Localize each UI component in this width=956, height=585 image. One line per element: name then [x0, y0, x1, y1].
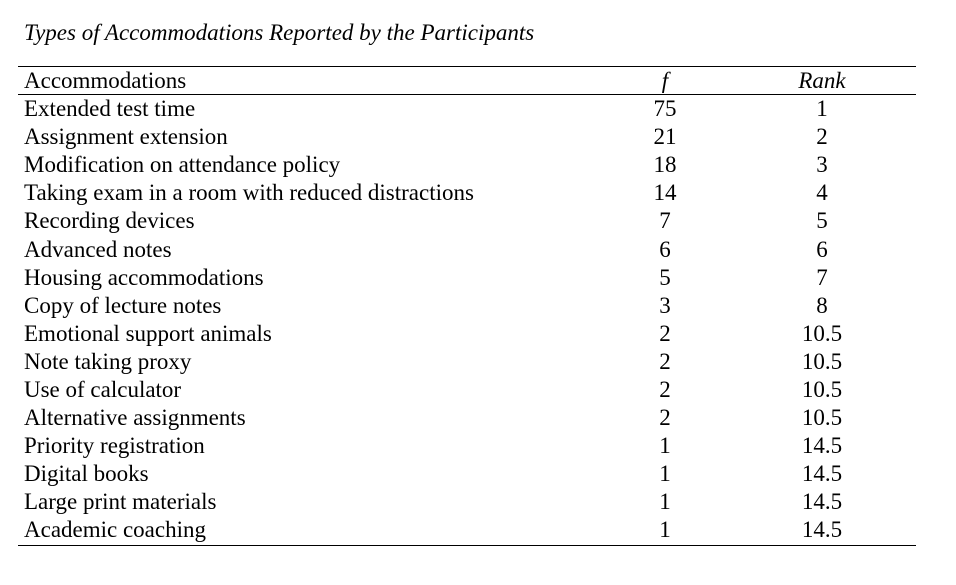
table-row	[18, 432, 916, 460]
frequency-value: 21	[653, 124, 677, 150]
accommodations-table	[18, 66, 916, 546]
accommodations-table-container	[18, 66, 916, 546]
table-row	[18, 207, 916, 235]
rank-value: 2	[816, 124, 828, 150]
accommodation-name: Emotional support animals	[24, 320, 272, 346]
accommodation-name: Alternative assignments	[24, 405, 246, 431]
rank-value: 10.5	[801, 348, 843, 374]
frequency-value: 14	[653, 180, 677, 206]
table-row	[18, 488, 916, 516]
accommodation-name: Taking exam in a room with reduced distractions	[24, 180, 474, 206]
header-frequency: f	[661, 68, 669, 93]
rank-value: 14.5	[801, 433, 843, 459]
frequency-value: 1	[659, 517, 671, 543]
header-rank: Rank	[798, 68, 846, 93]
frequency-value: 6	[659, 236, 671, 262]
frequency-value: 5	[659, 264, 671, 290]
accommodation-name: Housing accommodations	[24, 264, 264, 290]
rank-value: 10.5	[801, 376, 843, 402]
rank-value: 5	[816, 208, 828, 234]
rank-value: 14.5	[801, 489, 843, 515]
rank-value: 8	[816, 292, 828, 318]
table-row	[18, 516, 916, 545]
frequency-value: 18	[653, 152, 677, 178]
table-row	[18, 235, 916, 263]
accommodation-name: Assignment extension	[24, 124, 228, 150]
accommodation-name: Modification on attendance policy	[24, 152, 341, 178]
table-row	[18, 95, 916, 124]
frequency-value: 2	[659, 376, 671, 402]
accommodation-name: Note taking proxy	[24, 348, 192, 374]
frequency-value: 2	[659, 405, 671, 431]
table-row	[18, 151, 916, 179]
accommodation-name: Extended test time	[24, 96, 196, 122]
table-row	[18, 460, 916, 488]
accommodation-name: Recording devices	[24, 208, 195, 234]
frequency-value: 1	[659, 489, 671, 515]
accommodation-name: Large print materials	[24, 489, 217, 515]
rank-value: 6	[816, 236, 828, 262]
accommodation-name: Use of calculator	[24, 376, 182, 402]
rank-value: 14.5	[801, 461, 843, 487]
rank-value: 1	[816, 96, 828, 122]
table-row	[18, 123, 916, 151]
frequency-value: 3	[659, 292, 671, 318]
table-row	[18, 348, 916, 376]
table-row	[18, 179, 916, 207]
accommodation-name: Priority registration	[24, 433, 205, 459]
accommodation-name: Advanced notes	[24, 236, 172, 262]
rank-value: 3	[816, 152, 828, 178]
table-row	[18, 404, 916, 432]
table-caption: Types of Accommodations Reported by the Participants	[24, 20, 535, 45]
frequency-value: 2	[659, 320, 671, 346]
table-row	[18, 264, 916, 292]
rank-value: 14.5	[801, 517, 843, 543]
rank-value: 7	[816, 264, 828, 290]
frequency-value: 7	[659, 208, 671, 234]
frequency-value: 1	[659, 433, 671, 459]
accommodation-name: Digital books	[24, 461, 149, 487]
table-row	[18, 376, 916, 404]
header-accommodations: Accommodations	[24, 68, 187, 93]
table-header-row	[18, 67, 916, 95]
table-row	[18, 292, 916, 320]
table-row	[18, 320, 916, 348]
accommodation-name: Academic coaching	[24, 517, 206, 543]
rank-value: 4	[816, 180, 828, 206]
accommodation-name: Copy of lecture notes	[24, 292, 222, 318]
frequency-value: 75	[653, 96, 677, 122]
rank-value: 10.5	[801, 405, 843, 431]
frequency-value: 2	[659, 348, 671, 374]
rank-value: 10.5	[801, 320, 843, 346]
frequency-value: 1	[659, 461, 671, 487]
